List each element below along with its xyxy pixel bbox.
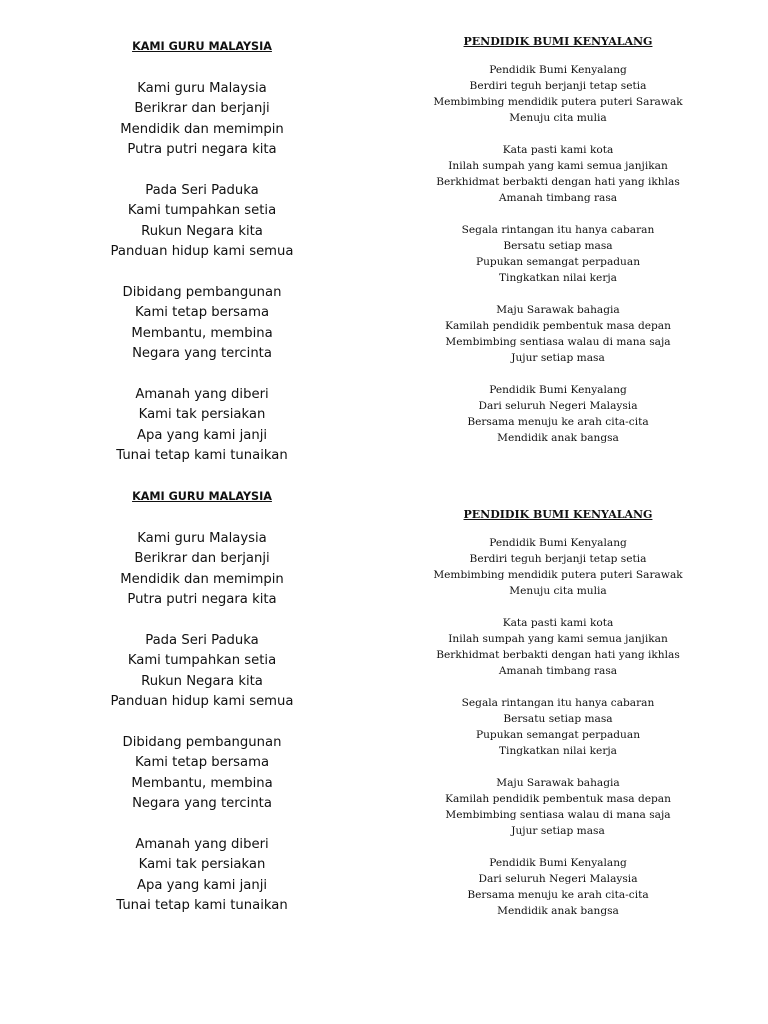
song-title: PENDIDIK BUMI KENYALANG <box>463 508 653 521</box>
pendidik-bumi-kenyalang-lyrics-copy <box>418 508 698 935</box>
lyric-line: Panduan hidup kami semua <box>110 244 294 260</box>
lyric-line: Pendidik Bumi Kenyalang <box>489 64 627 76</box>
lyric-line: Kami tetap bersama <box>134 305 270 321</box>
lyric-line: Menuju cita mulia <box>509 112 607 124</box>
lyric-line: Pendidik Bumi Kenyalang <box>489 857 627 869</box>
lyric-line: Pupukan semangat perpaduan <box>475 256 641 268</box>
stanza <box>418 302 698 366</box>
lyric-line: Bersama menuju ke arah cita-cita <box>467 889 649 901</box>
lyric-line: Bersatu setiap masa <box>503 240 613 252</box>
pendidik-bumi-kenyalang-lyrics <box>418 35 698 462</box>
lyric-line: Kami tumpahkan setia <box>127 203 277 219</box>
lyric-line: Pendidik Bumi Kenyalang <box>489 537 627 549</box>
kami-guru-malaysia-lyrics-copy <box>76 490 328 937</box>
lyric-line: Kamilah pendidik pembentuk masa depan <box>445 320 671 332</box>
lyric-line: Berikrar dan berjanji <box>134 551 270 567</box>
lyric-line: Membantu, membina <box>131 775 273 791</box>
lyric-line: Tunai tetap kami tunaikan <box>116 898 288 914</box>
lyric-line: Apa yang kami janji <box>136 877 268 893</box>
lyric-line: Pada Seri Paduka <box>145 633 259 649</box>
stanza <box>418 222 698 286</box>
stanza <box>418 62 698 126</box>
lyric-line: Bersatu setiap masa <box>503 713 613 725</box>
lyric-line: Rukun Negara kita <box>141 223 263 239</box>
stanza <box>418 535 698 599</box>
stanza <box>418 695 698 759</box>
lyric-line: Membimbing sentiasa walau di mana saja <box>445 809 671 821</box>
lyric-line: Membantu, membina <box>131 325 273 341</box>
song-title: PENDIDIK BUMI KENYALANG <box>463 35 653 48</box>
lyric-line: Dibidang pembangunan <box>122 285 282 301</box>
stanza <box>76 283 328 365</box>
lyric-line: Rukun Negara kita <box>141 673 263 689</box>
lyric-line: Amanah yang diberi <box>135 837 269 853</box>
stanza <box>76 79 328 161</box>
lyric-line: Putra putri negara kita <box>127 592 277 608</box>
lyric-line: Negara yang tercinta <box>132 796 272 812</box>
lyric-line: Negara yang tercinta <box>132 346 272 362</box>
lyric-line: Jujur setiap masa <box>511 352 605 364</box>
lyric-line: Dari seluruh Negeri Malaysia <box>478 873 638 885</box>
lyric-line: Membimbing mendidik putera puteri Sarawak <box>433 569 683 581</box>
lyric-line: Pada Seri Paduka <box>145 183 259 199</box>
stanza <box>76 181 328 263</box>
stanza <box>76 529 328 611</box>
lyric-line: Amanah timbang rasa <box>498 192 618 204</box>
lyric-line: Pendidik Bumi Kenyalang <box>489 384 627 396</box>
lyric-line: Apa yang kami janji <box>136 427 268 443</box>
lyric-line: Maju Sarawak bahagia <box>496 304 620 316</box>
song-title: KAMI GURU MALAYSIA <box>132 490 272 503</box>
lyric-line: Berdiri teguh berjanji tetap setia <box>469 553 647 565</box>
lyric-line: Berkhidmat berbakti dengan hati yang ikhlas <box>436 176 680 188</box>
stanza <box>418 855 698 919</box>
lyric-line: Menuju cita mulia <box>509 585 607 597</box>
lyric-line: Panduan hidup kami semua <box>110 694 294 710</box>
kami-guru-malaysia-lyrics <box>76 40 328 487</box>
lyric-line: Jujur setiap masa <box>511 825 605 837</box>
lyric-line: Segala rintangan itu hanya cabaran <box>461 697 655 709</box>
lyric-line: Inilah sumpah yang kami semua janjikan <box>448 160 668 172</box>
lyric-line: Membimbing mendidik putera puteri Sarawak <box>433 96 683 108</box>
lyric-line: Kami guru Malaysia <box>137 81 267 96</box>
lyric-line: Kata pasti kami kota <box>502 144 614 156</box>
lyric-line: Kamilah pendidik pembentuk masa depan <box>445 793 671 805</box>
lyric-line: Tingkatkan nilai kerja <box>498 272 617 284</box>
lyric-line: Kami guru Malaysia <box>137 531 267 546</box>
stanza <box>76 835 328 917</box>
lyric-line: Kata pasti kami kota <box>502 617 614 629</box>
lyric-line: Putra putri negara kita <box>127 142 277 158</box>
lyric-line: Membimbing sentiasa walau di mana saja <box>445 336 671 348</box>
lyric-line: Tunai tetap kami tunaikan <box>116 448 288 464</box>
lyric-line: Mendidik anak bangsa <box>497 905 619 917</box>
lyric-line: Kami tak persiakan <box>138 857 266 873</box>
song-title: KAMI GURU MALAYSIA <box>132 40 272 53</box>
lyric-line: Bersama menuju ke arah cita-cita <box>467 416 649 428</box>
lyric-line: Amanah yang diberi <box>135 387 269 403</box>
stanza <box>418 775 698 839</box>
stanza <box>76 733 328 815</box>
stanza <box>76 385 328 467</box>
lyric-line: Berkhidmat berbakti dengan hati yang ikhlas <box>436 649 680 661</box>
stanza <box>418 142 698 206</box>
lyric-line: Mendidik anak bangsa <box>497 432 619 444</box>
stanza <box>418 615 698 679</box>
lyric-line: Mendidik dan memimpin <box>120 571 284 587</box>
lyric-line: Berikrar dan berjanji <box>134 101 270 117</box>
lyric-line: Mendidik dan memimpin <box>120 121 284 137</box>
lyric-line: Kami tak persiakan <box>138 407 266 423</box>
lyric-line: Segala rintangan itu hanya cabaran <box>461 224 655 236</box>
lyric-line: Amanah timbang rasa <box>498 665 618 677</box>
lyric-line: Tingkatkan nilai kerja <box>498 745 617 757</box>
lyric-line: Berdiri teguh berjanji tetap setia <box>469 80 647 92</box>
lyric-line: Maju Sarawak bahagia <box>496 777 620 789</box>
stanza <box>76 631 328 713</box>
lyric-line: Dari seluruh Negeri Malaysia <box>478 400 638 412</box>
stanza <box>418 382 698 446</box>
lyric-line: Kami tetap bersama <box>134 755 270 771</box>
lyric-line: Dibidang pembangunan <box>122 735 282 751</box>
lyric-line: Kami tumpahkan setia <box>127 653 277 669</box>
lyric-line: Pupukan semangat perpaduan <box>475 729 641 741</box>
lyric-line: Inilah sumpah yang kami semua janjikan <box>448 633 668 645</box>
